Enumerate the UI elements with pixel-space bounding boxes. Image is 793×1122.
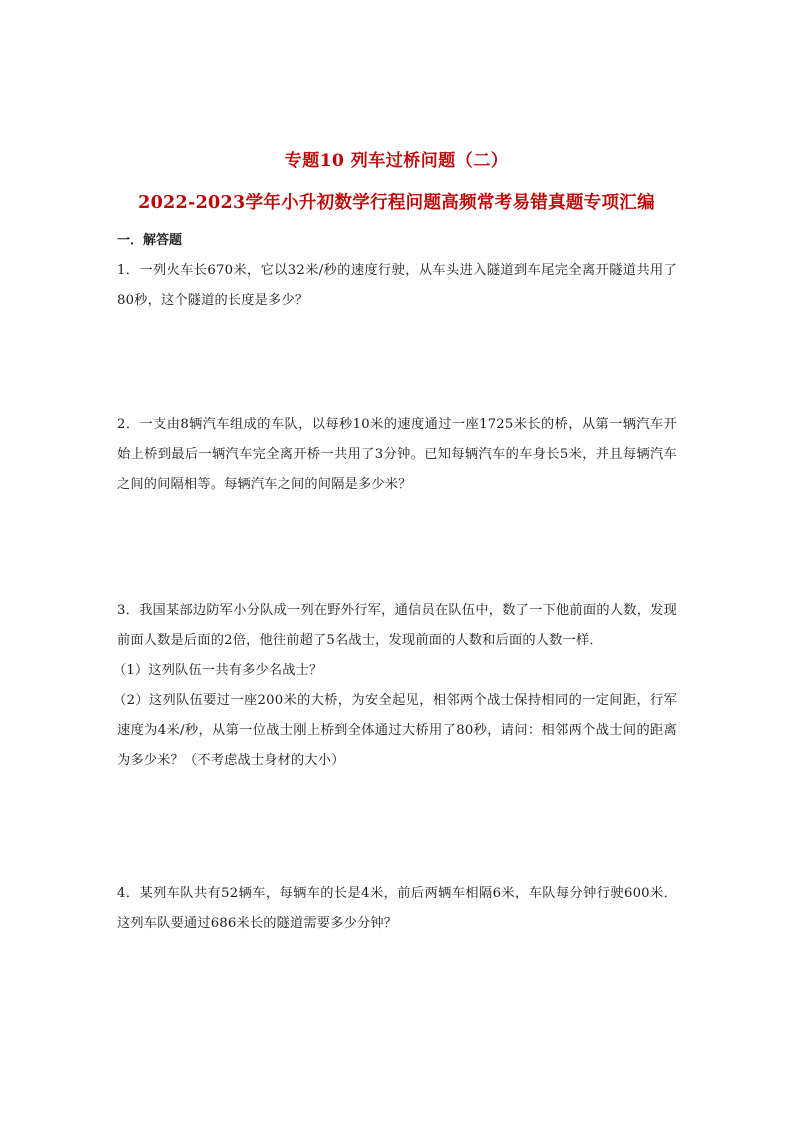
question-3 (113, 596, 677, 776)
question-4-text: 4．某列车队共有52辆车，每辆车的长是4米，前后两辆车相隔6米，车队每分钟行驶600米．这列车队要通过686米长的隧道需要多少分钟？ (117, 886, 677, 931)
question-1 (117, 256, 677, 316)
question-2 (117, 410, 677, 500)
section-heading: 一．解答题 (117, 233, 183, 248)
document-title: 专题10 列车过桥问题（二） (284, 151, 509, 171)
question-4 (117, 879, 677, 939)
question-2-text: 2．一支由8辆汽车组成的车队，以每秒10米的速度通过一座1725米长的桥，从第一辆汽车开始上桥到最后一辆汽车完全离开桥一共用了3分钟。已知每辆汽车的车身长5米，并且每辆汽车之间的间隔相等。每辆汽车之间的间隔是多少米？ (117, 417, 677, 492)
question-1-text: 1．一列火车长670米，它以32米/秒的速度行驶，从车头进入隧道到车尾完全离开隧道共用了80秒，这个隧道的长度是多少？ (117, 263, 677, 308)
question-3-sub-2: （2）这列队伍要过一座200米的大桥，为安全起见，相邻两个战士保持相同的一定间距，行军速度为4米/秒，从第一位战士刚上桥到全体通过大桥用了80秒，请问：相邻两个战士间的距离为多少米？（不考虑战士身材的大小） (113, 693, 677, 768)
question-3-text: 3．我国某部边防军小分队成一列在野外行军，通信员在队伍中，数了一下他前面的人数，发现前面人数是后面的2倍，他往前超了5名战士，发现前面的人数和后面的人数一样． (117, 603, 677, 648)
document-subtitle: 2022-2023学年小升初数学行程问题高频常考易错真题专项汇编 (138, 193, 655, 213)
question-3-sub-1: （1）这列队伍一共有多少名战士？ (113, 663, 323, 678)
